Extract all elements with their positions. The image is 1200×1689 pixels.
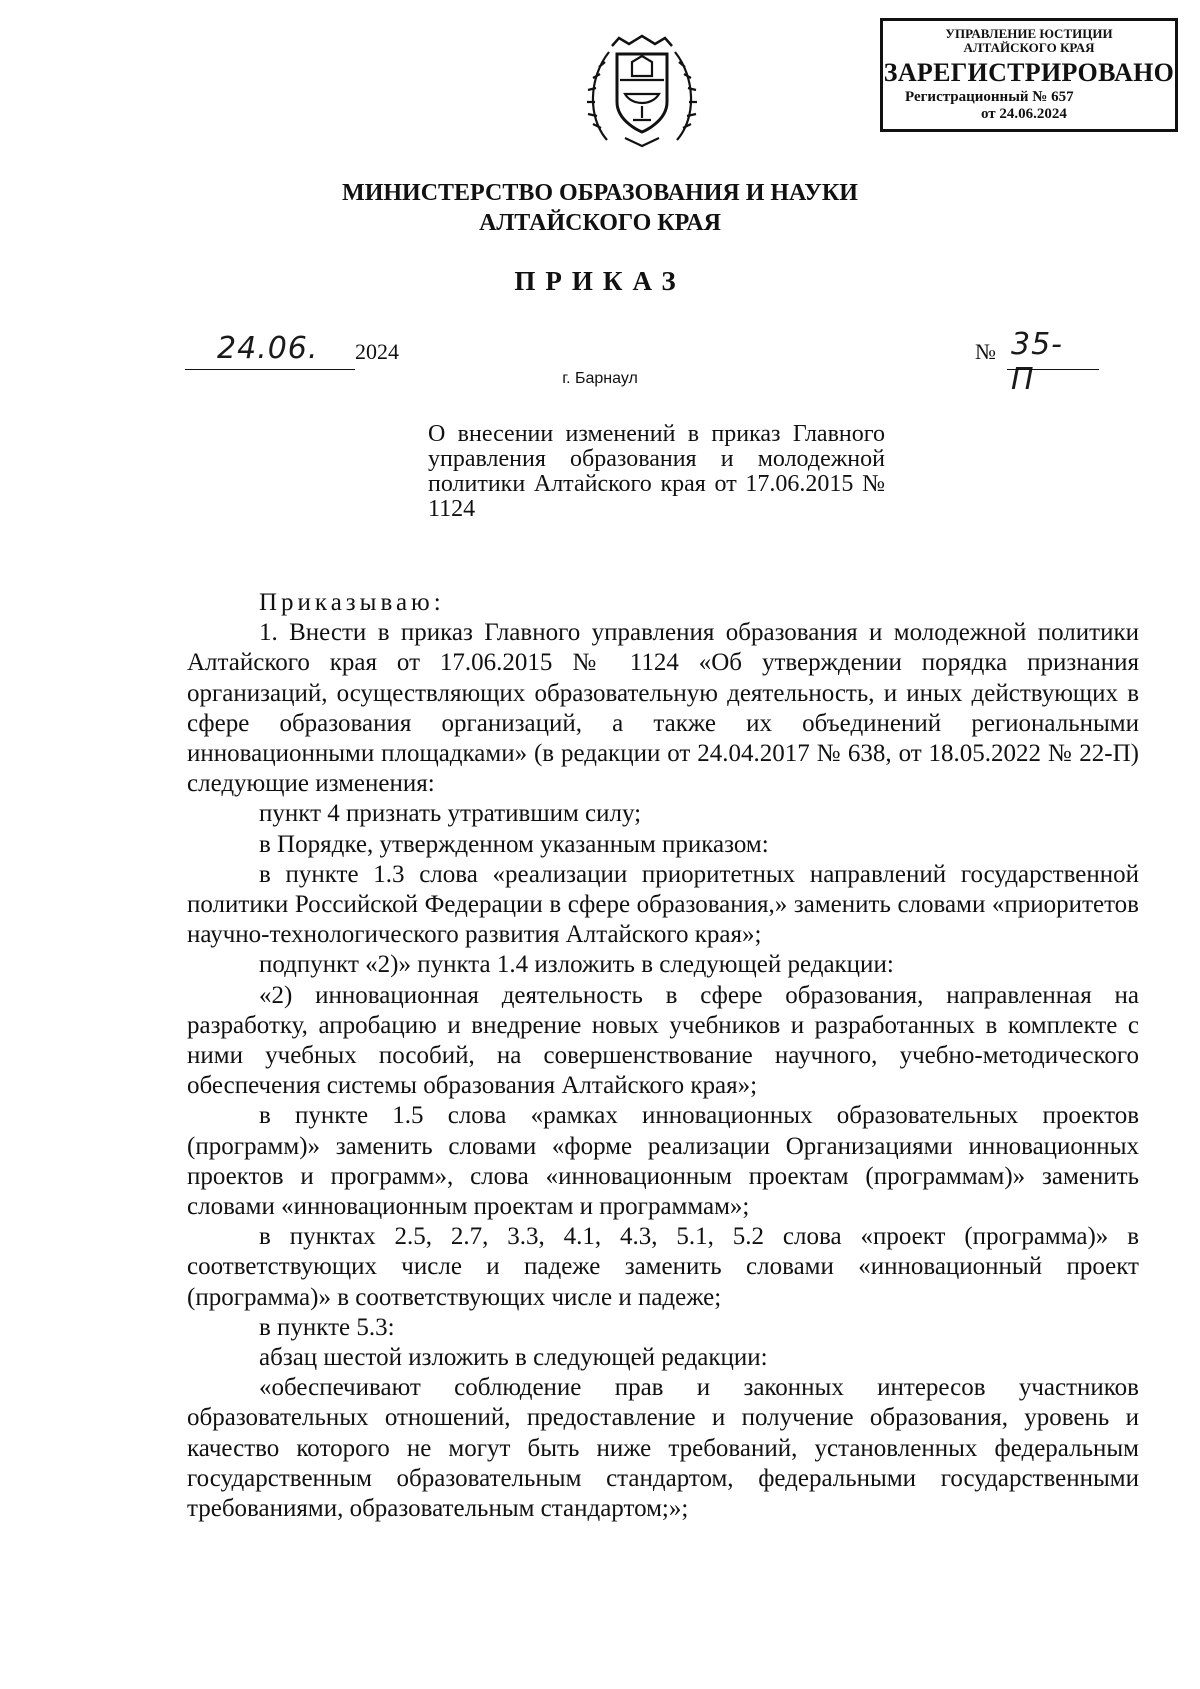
stamp-status: ЗАРЕГИСТРИРОВАНО (883, 58, 1175, 87)
stamp-region: АЛТАЙСКОГО КРАЯ (963, 40, 1095, 55)
body-paragraph-7: в пункте 1.5 слова «рамках инновационных образовательных проектов (программ)» заменить словами «форме реализации Организациями инновационных проектов и программ», слова «инновационным проектам (программам)» заменить словами «инновационным проектам и программам»; (187, 1102, 1139, 1221)
body-paragraph-6: «2) инновационная деятельность в сфере образования, направленная на разработку, апробацию и внедрение новых учебников и разработанных в комплекте с ними учебных пособий, на совершенствование научного, учебно-методического обеспечения системы образования Алтайского края»; (187, 981, 1139, 1100)
handwritten-number: 35-П (1011, 327, 1063, 397)
ministry-name (300, 178, 900, 238)
stamp-authority: УПРАВЛЕНИЕ ЮСТИЦИИ (945, 26, 1113, 41)
body-paragraph-8: в пунктах 2.5, 2.7, 3.3, 4.1, 4.3, 5.1, 5.2 слова «проект (программа)» в соответствующих числе и падеже заменить словами «инновационный проект (программа)» в соответствующих числе и падеже; (187, 1223, 1139, 1311)
handwritten-date: 24.06. (217, 331, 319, 366)
city-name: г. Барнаул (562, 370, 638, 387)
document-type-title: ПРИКАЗ (514, 266, 686, 296)
body-paragraph-5: подпункт «2)» пункта 1.4 изложить в следующей редакции: (259, 951, 894, 979)
document-body (187, 588, 1139, 1524)
stamp-reg-date: от 24.06.2024 (981, 106, 1067, 122)
document-subject: О внесении изменений в приказ Главного управления образования и молодежной политики Алтайского края от 17.06.2015 № 1124 (428, 421, 885, 522)
coat-of-arms-emblem (587, 32, 697, 150)
body-paragraph-11: «обеспечивают соблюдение прав и законных интересов участников образовательных отношений, предоставление и получение образования, уровень и качество которого не могут быть ниже требований, установленных федеральным государственным образовательным стандартом, федеральными государственными требованиями, образовательным стандартом;»; (187, 1374, 1139, 1523)
ministry-line-2: АЛТАЙСКОГО КРАЯ (479, 210, 721, 236)
body-paragraph-2: пункт 4 признать утратившим силу; (259, 800, 642, 828)
date-underline (185, 369, 355, 370)
ministry-line-1: МИНИСТЕРСТВО ОБРАЗОВАНИЯ И НАУКИ (342, 180, 858, 206)
body-paragraph-9: в пункте 5.3: (259, 1313, 395, 1341)
stamp-reg-number: Регистрационный № 657 (905, 89, 1074, 105)
body-paragraph-1: 1. Внести в приказ Главного управления образования и молодежной политики Алтайского края от 17.06.2015 № 1124 «Об утверждении порядка признания организаций, осуществляющих образовательную деятельность, и иных действующих в сфере образования организаций, а также их объединений региональными инновационными площадками» (в редакции от 24.04.2017 № 638, от 18.05.2022 № 22-П) следующие изменения: (187, 619, 1139, 798)
number-sign: № (975, 339, 996, 364)
body-paragraph-3: в Порядке, утвержденном указанным приказом: (259, 830, 769, 858)
body-paragraph-10: абзац шестой изложить в следующей редакции: (259, 1344, 768, 1372)
number-underline (1007, 369, 1099, 370)
registration-stamp (880, 18, 1178, 132)
body-paragraph-4: в пункте 1.3 слова «реализации приоритетных направлений государственной политики Российской Федерации в сфере образования,» заменить словами «приоритетов научно-технологического развития Алтайского края»; (187, 860, 1139, 949)
date-year: 2024 (355, 339, 399, 364)
body-paragraph-order: Приказываю: (259, 589, 445, 616)
